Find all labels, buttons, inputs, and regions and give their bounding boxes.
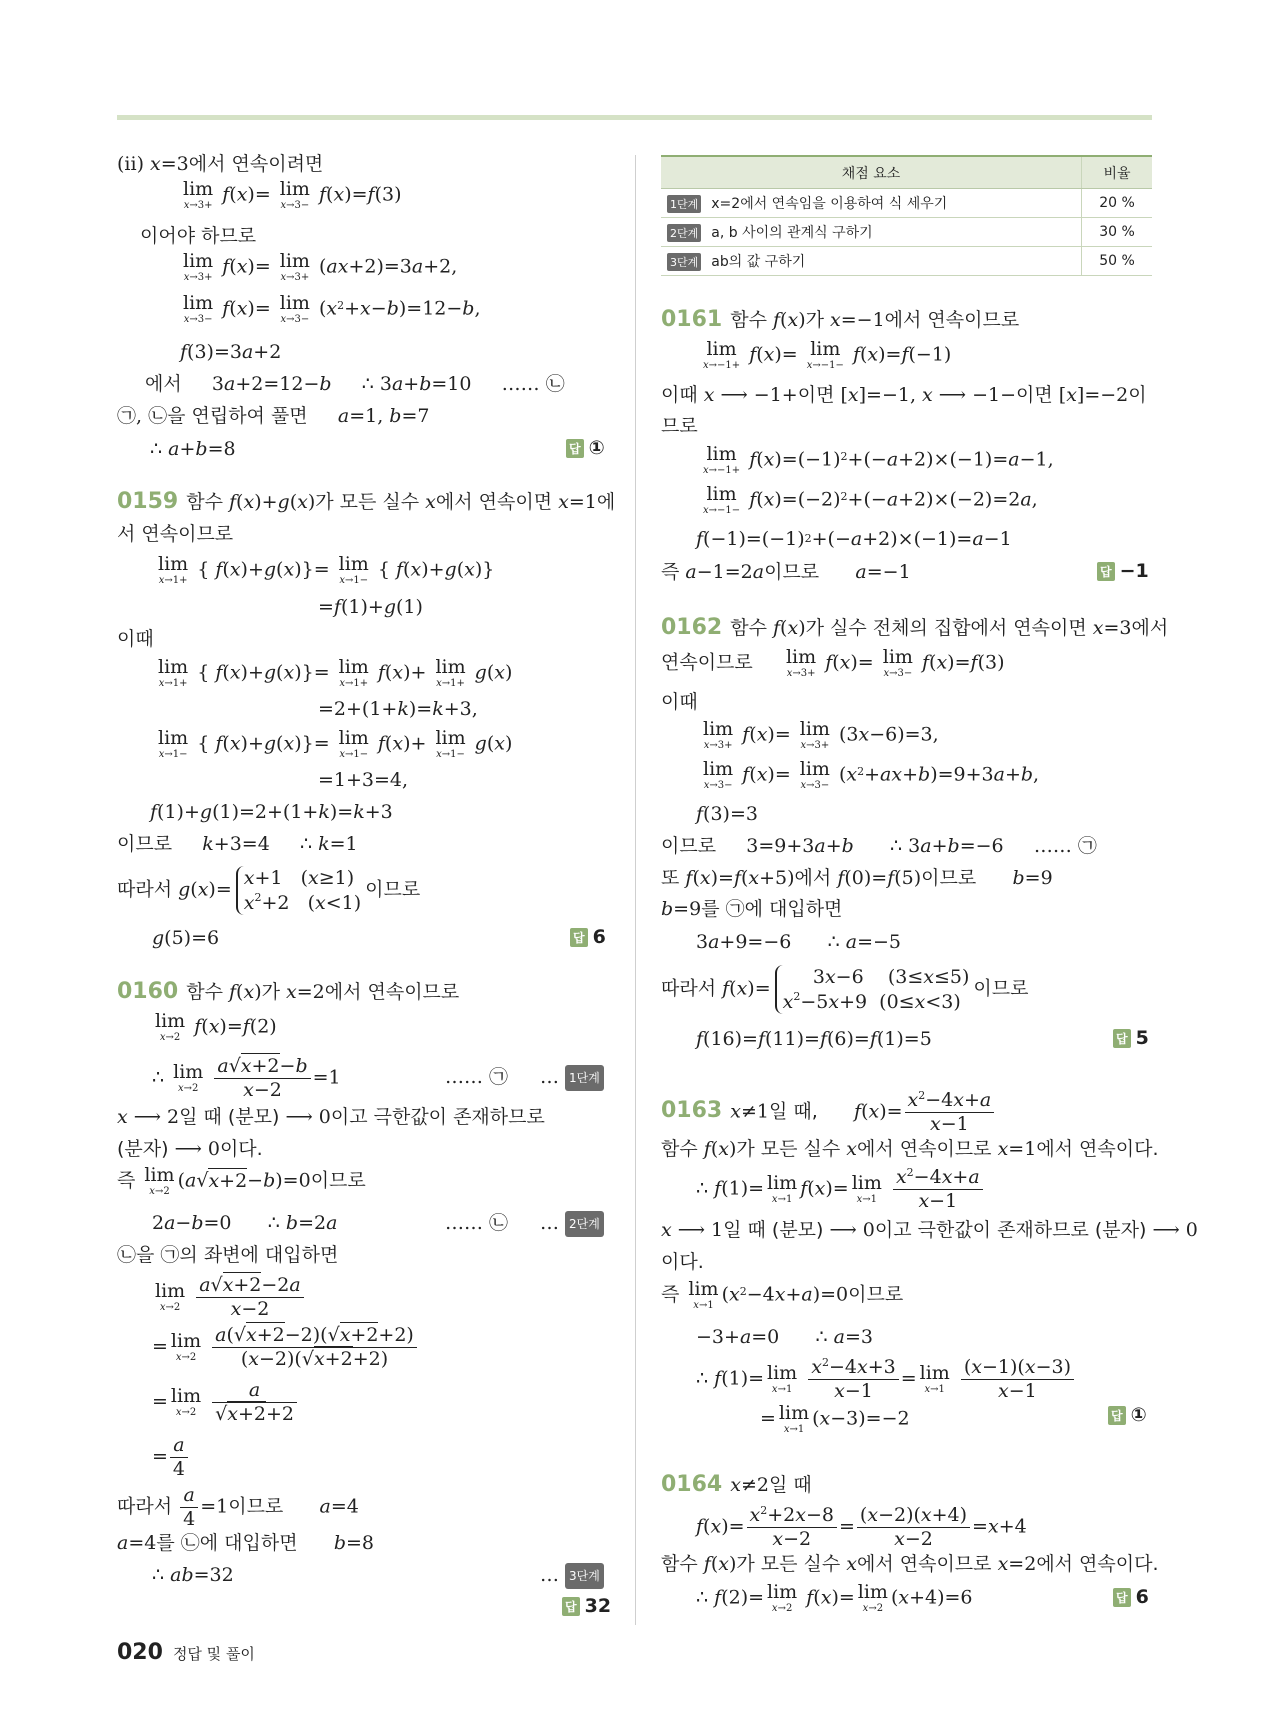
- q160-line: 따라서 $\frac{a}{4}$ =1이므로 a=4: [117, 1484, 359, 1530]
- answer-badge: [1113, 1586, 1149, 1608]
- question-number: 0162: [661, 615, 723, 640]
- q159-line: 따라서 g(x)= x+1 (x≥1) $x^2+2$ (x<1) 이므로: [117, 867, 421, 914]
- step-marker: … 1단계: [540, 1065, 604, 1091]
- q160-line: = lim x→2 $\frac{a}{√x+2+2}$: [152, 1380, 299, 1425]
- q160-ref: …… ㉡: [445, 1212, 509, 1234]
- question-number: 0161: [661, 307, 723, 332]
- q159-line: 이때: [117, 628, 154, 650]
- q163-line: x ⟶ 1일 때 (분모) ⟶ 0이고 극한값이 존재하므로 (분자) ⟶ 0: [661, 1219, 1198, 1241]
- top-rule: [117, 115, 1152, 120]
- step-badge: 3단계: [667, 253, 701, 271]
- q160-line: ∴ ab=32: [152, 1564, 234, 1586]
- q160-line: ㉡을 ㉠의 좌변에 대입하면: [117, 1244, 339, 1266]
- q164-line: f(x)= $\frac{x^2+2x-8}{x-2}$ = $\frac{(x-2)(x+4)}{x-2}$ =x+4: [696, 1504, 1027, 1550]
- q163-line: ∴ f(1)= lim x→1 f(x)= lim x→1 $\frac{x^2-4x+a}{x-1}$: [696, 1167, 985, 1212]
- q163-line: 즉 lim x→1 $(x^2-4x+a)=0$이므로: [661, 1278, 904, 1311]
- q161-line: lim x→−1− $f(x)=(-2)^2+(-a+2)\times(-2)=2a$,: [703, 483, 1038, 516]
- q162-line: lim x→3− f(x)= lim x→3− $(x^2+ax+b)=9+3a+b$,: [703, 758, 1040, 791]
- q162-header: 0162 함수 f(x)가 실수 전체의 집합에서 연속이면 x=3에서: [661, 615, 1169, 640]
- answer-badge: [1097, 560, 1149, 582]
- q160-line: 즉 lim x→2 (a√x+2−b)=0이므로: [117, 1164, 366, 1197]
- q161-line: $f(-1)=(-1)^2+(-a+2)\times(-1)=a-1$: [696, 528, 1012, 550]
- q160-line: (분자) ⟶ 0이다.: [117, 1138, 263, 1160]
- q163-line: 이다.: [661, 1251, 704, 1273]
- page-number: 020: [117, 1640, 163, 1665]
- answer-tag: 답: [1113, 1588, 1131, 1607]
- q158-line: ∴ a+b=8: [150, 438, 236, 460]
- step-marker: … 2단계: [540, 1211, 604, 1237]
- answer-value: 32: [584, 1595, 612, 1617]
- q158-line: lim x→3+ f(x)= lim x→3− f(x)=f(3): [183, 178, 402, 211]
- q161-line: lim x→−1+ f(x)= lim x→−1− f(x)=f(−1): [703, 338, 952, 371]
- q159-line: 이므로 k+3=4 ∴ k=1: [117, 833, 358, 855]
- q160-line: lim x→2 $\frac{a√x+2-2a}{x-2}$: [152, 1275, 306, 1320]
- criterion-ratio: 30 %: [1082, 218, 1153, 247]
- answer-value: 6: [1135, 1586, 1149, 1608]
- q162-line: f(16)=f(11)=f(6)=f(1)=5: [696, 1028, 932, 1050]
- q162-line: 3a+9=−6 ∴ a=−5: [696, 931, 901, 953]
- q159-line: =1+3=4,: [318, 769, 409, 791]
- step-badge: 1단계: [565, 1065, 604, 1091]
- scoring-table: [661, 155, 1152, 276]
- step-badge: 3단계: [565, 1563, 604, 1589]
- q162-line: b=9를 ㉠에 대입하면: [661, 898, 843, 920]
- q164-header: 0164 x≠2일 때: [661, 1472, 812, 1497]
- q160-line: ∴ lim x→2 $\frac{a√x+2-b}{x-2}$ =1: [152, 1055, 341, 1101]
- answer-tag: 답: [1097, 562, 1115, 581]
- q160-line: x ⟶ 2일 때 (분모) ⟶ 0이고 극한값이 존재하므로: [117, 1106, 545, 1128]
- q161-line: lim x→−1+ $f(x)=(-1)^2+(-a+2)\times(-1)=a-1$,: [703, 443, 1054, 476]
- q159-header: 0159 함수 f(x)+g(x)가 모든 실수 x에서 연속이면 x=1에: [117, 489, 616, 514]
- q163-line: = lim x→1 (x−3)=−2: [760, 1402, 910, 1435]
- table-header-row: [661, 156, 1152, 189]
- criterion-text: ab의 값 구하기: [711, 254, 806, 270]
- q160-line: lim x→2 f(x)=f(2): [155, 1010, 277, 1043]
- q158-line: lim x→3+ f(x)= lim x→3+ (ax+2)=3a+2,: [183, 250, 458, 283]
- answer-tag: 답: [566, 439, 584, 458]
- answer-badge: [566, 437, 605, 459]
- q158-line: 에서 3a+2=12−b ∴ 3a+b=10 …… ㉡: [145, 373, 565, 395]
- q160-header: 0160 함수 f(x)가 x=2에서 연속이므로: [117, 979, 460, 1004]
- table-row: [661, 218, 1152, 247]
- q161-line: 이때 x ⟶ −1+이면 [x]=−1, x ⟶ −1−이면 [x]=−2이: [661, 384, 1147, 406]
- q162-line: 이때: [661, 691, 698, 713]
- q159-line: =2+(1+k)=k+3,: [318, 698, 478, 720]
- q160-ref: …… ㉠: [445, 1066, 509, 1088]
- answer-badge: [1108, 1404, 1147, 1426]
- q158-line: (ii) x=3에서 연속이려면: [117, 153, 324, 175]
- q159-line: lim x→1+ { f(x)+g(x)}= lim x→1− { f(x)+g(x)}: [158, 553, 495, 586]
- q159-line: lim x→1− { f(x)+g(x)}= lim x→1− f(x)+ lim x→1− g(x): [158, 727, 513, 760]
- q160-line: = lim x→2 $\frac{a(√x+2-2)(√x+2+2)}{(x-2)(√x+2+2)}$: [152, 1325, 419, 1370]
- step-badge: 1단계: [667, 195, 701, 213]
- criterion-text: a, b 사이의 관계식 구하기: [711, 225, 873, 241]
- table-row: [661, 189, 1152, 218]
- answer-value: 6: [592, 926, 606, 948]
- criterion-text: x=2에서 연속임을 이용하여 식 세우기: [711, 196, 948, 212]
- answer-tag: 답: [562, 1597, 580, 1616]
- answer-value: ①: [588, 437, 605, 459]
- q162-line: 이므로 3=9+3a+b ∴ 3a+b=−6 …… ㉠: [661, 835, 1097, 857]
- answer-tag: 답: [1108, 1406, 1126, 1425]
- page-footer: [117, 1640, 255, 1665]
- q158-line: 이어야 하므로: [140, 225, 257, 247]
- q162-line: 따라서 f(x)= 3x−6 (3≤x≤5) $x^2-5x+9$ (0≤x<3) 이므로: [661, 966, 1029, 1013]
- q162-line: lim x→3+ f(x)= lim x→3+ (3x−6)=3,: [703, 718, 939, 751]
- answer-badge: [1113, 1027, 1149, 1049]
- q163-line: 함수 f(x)가 모든 실수 x에서 연속이므로 x=1에서 연속이다.: [661, 1138, 1159, 1160]
- answer-tag: 답: [570, 928, 588, 947]
- q163-line: −3+a=0 ∴ a=3: [696, 1326, 873, 1348]
- table-header-item: 채점 요소: [661, 156, 1082, 189]
- q159-line: 서 연속이므로: [117, 523, 234, 545]
- q160-line: = $\frac{a}{4}$: [152, 1435, 190, 1480]
- q161-line: 므로: [661, 415, 698, 437]
- q159-line: g(5)=6: [152, 927, 220, 949]
- q163-line: ∴ f(1)= lim x→1 $\frac{x^2-4x+3}{x-1}$ = lim x→1 $\frac{(x-1)(x-3)}{x-1}$: [696, 1357, 1076, 1402]
- step-marker: … 3단계: [540, 1563, 604, 1589]
- answer-value: ①: [1130, 1404, 1147, 1426]
- q159-line: =f(1)+g(1): [318, 596, 423, 618]
- page-footer-title: 정답 및 풀이: [172, 1645, 255, 1663]
- q158-line: lim x→3− f(x)= lim x→3− $(x^2+x-b)=12-b$,: [183, 292, 481, 325]
- answer-badge: [570, 926, 606, 948]
- table-row: [661, 247, 1152, 276]
- answer-value: 5: [1135, 1027, 1149, 1049]
- q162-line: f(3)=3: [696, 803, 758, 825]
- criterion-ratio: 50 %: [1082, 247, 1153, 276]
- answer-tag: 답: [1113, 1029, 1131, 1048]
- table-header-ratio: 비율: [1082, 156, 1153, 189]
- q159-line: f(1)+g(1)=2+(1+k)=k+3: [150, 801, 393, 823]
- q162-line: 연속이므로 lim x→3+ f(x)= lim x→3− f(x)=f(3): [661, 646, 1005, 679]
- column-divider: [635, 155, 636, 1625]
- answer-value: −1: [1119, 560, 1149, 582]
- q159-line: lim x→1+ { f(x)+g(x)}= lim x→1+ f(x)+ lim x→1+ g(x): [158, 656, 513, 689]
- q164-line: 함수 f(x)가 모든 실수 x에서 연속이므로 x=2에서 연속이다.: [661, 1553, 1159, 1575]
- q161-line: 즉 a−1=2a이므로 a=−1: [661, 561, 911, 583]
- question-number: 0163: [661, 1098, 723, 1124]
- q162-line: 또 f(x)=f(x+5)에서 f(0)=f(5)이므로 b=9: [661, 867, 1053, 889]
- step-badge: 2단계: [667, 224, 701, 242]
- step-badge: 2단계: [565, 1211, 604, 1237]
- criterion-ratio: 20 %: [1082, 189, 1153, 218]
- answer-badge: [562, 1595, 611, 1617]
- q163-header: 0163 x≠1일 때, f(x)= $\frac{x^2-4x+a}{x-1}$: [661, 1090, 996, 1135]
- q160-line: 2a−b=0 ∴ b=2a: [152, 1212, 338, 1234]
- q164-line: ∴ f(2)= lim x→2 f(x)= lim x→2 (x+4)=6: [696, 1581, 973, 1614]
- question-number: 0160: [117, 979, 179, 1004]
- q160-line: a=4를 ㉡에 대입하면 b=8: [117, 1532, 374, 1554]
- question-number: 0164: [661, 1472, 723, 1497]
- q158-line: ㉠, ㉡을 연립하여 풀면 a=1, b=7: [117, 405, 430, 427]
- question-number: 0159: [117, 489, 179, 514]
- q161-header: 0161 함수 f(x)가 x=−1에서 연속이므로: [661, 307, 1020, 332]
- q158-line: f(3)=3a+2: [180, 341, 282, 363]
